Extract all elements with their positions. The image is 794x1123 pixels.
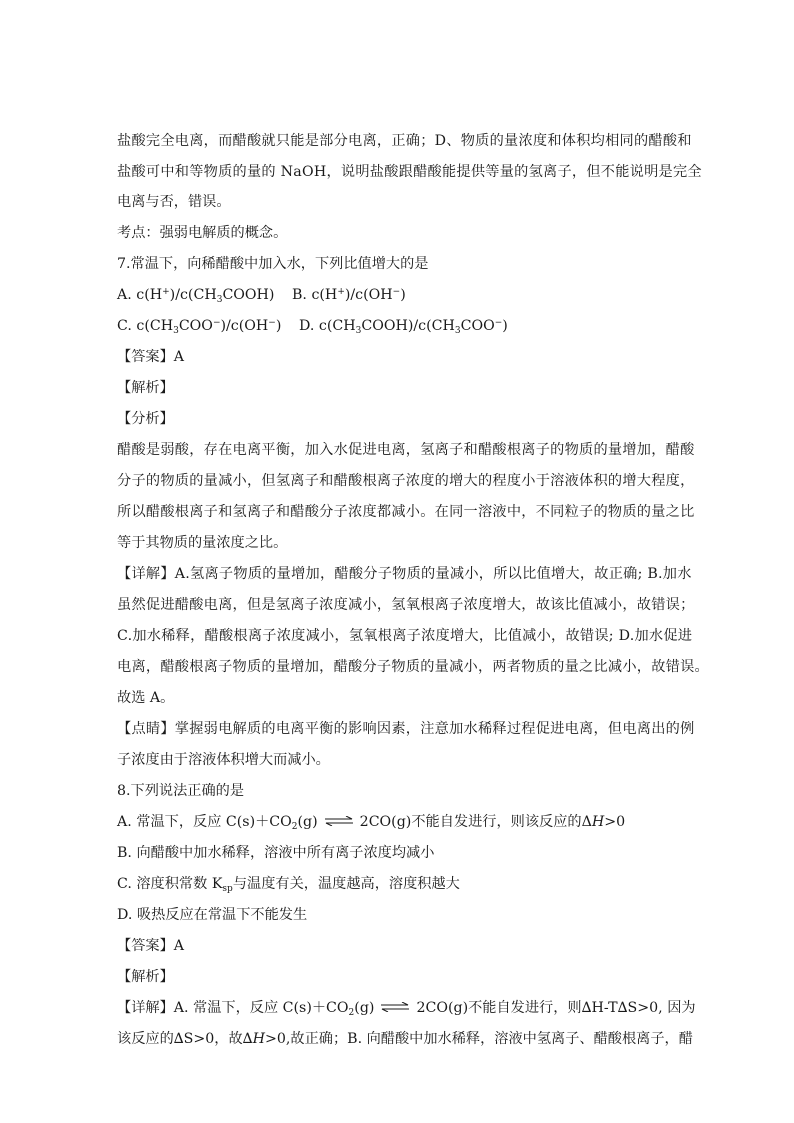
- option-a-text: )/c(CH: [169, 287, 217, 303]
- text-line: 故选 A。: [117, 690, 175, 706]
- text-line: 盐酸可中和等物质的量的 NaOH，说明盐酸跟醋酸能提供等量的氢离子，但不能说明是完全: [117, 164, 702, 180]
- analysis-label: 【解析】: [117, 380, 174, 396]
- enthalpy-symbol: H: [252, 1031, 265, 1047]
- superscript: −: [392, 287, 401, 297]
- option-a-text: A. 常温下，反应 C(s)＋CO: [117, 814, 292, 830]
- text-line: 分子的物质的量减小，但氢离子和醋酸根离子浓度的增大的程度小于溶液体积的增大程度，: [117, 473, 695, 489]
- option-c-text: COO: [178, 318, 213, 334]
- option-c-text: C. c(CH: [117, 318, 174, 334]
- question-7-title: 7.常温下，向稀醋酸中加入水，下列比值增大的是: [117, 256, 429, 272]
- subscript: sp: [222, 884, 233, 894]
- detail-text: 【详解】A. 常温下，反应 C(s)＋CO: [117, 1000, 349, 1016]
- option-c-text: C. 溶度积常数 K: [117, 876, 223, 892]
- option-b-text: ): [400, 287, 406, 303]
- text-line: 虽然促进醋酸电离，但是氢离子浓度减小，氢氧根离子浓度增大，故该比值减小，故错误；: [117, 597, 695, 613]
- q7-option-b: [292, 285, 406, 305]
- text-line: [117, 998, 696, 1018]
- superscript: +: [162, 287, 170, 297]
- option-c-text: )/c(OH: [220, 318, 269, 334]
- option-b-text: )/c(OH: [344, 287, 393, 303]
- detail-text: 2CO(g)不能自发进行，则∆H-T∆S>0, 因为: [416, 1000, 696, 1016]
- text-line: 子浓度由于溶液体积增大而减小。: [117, 752, 330, 768]
- text-line: 电离与否，错误。: [117, 194, 231, 210]
- question-8-title: 8.下列说法正确的是: [117, 783, 245, 799]
- analysis-label: 【解析】: [117, 969, 174, 985]
- answer-label: 【答案】A: [117, 938, 184, 954]
- superscript: +: [337, 287, 345, 297]
- detail-text: >0,故正确；B. 向醋酸中加水稀释，溶液中氢离子、醋酸根离子，醋: [264, 1031, 693, 1047]
- option-a-text: A. c(H: [117, 287, 163, 303]
- q8-option-d: D. 吸热反应在常温下不能发生: [117, 907, 308, 923]
- enthalpy-symbol: H: [591, 814, 605, 830]
- option-c-text: ): [275, 318, 282, 334]
- option-d-text: COOH)/c(CH: [361, 318, 455, 334]
- text-line: 等于其物质的量浓度之比。: [117, 535, 288, 551]
- subscript: 3: [216, 295, 223, 305]
- q7-option-a: [117, 285, 274, 305]
- option-a-text: COOH): [222, 287, 275, 303]
- detail-text: (g): [354, 1000, 375, 1016]
- q8-option-c: [117, 874, 460, 894]
- answer-label: 【答案】A: [117, 349, 184, 365]
- text-line: 所以醋酸根离子和氢离子和醋酸分子浓度都减小。在同一溶液中，不同粒子的物质的量之比: [117, 504, 695, 520]
- text-line: 【详解】A.氢离子物质的量增加，醋酸分子物质的量减小，所以比值增大，故正确; B.加水: [117, 566, 692, 582]
- option-a-text: (g): [297, 814, 318, 830]
- text-line: [117, 1029, 693, 1049]
- superscript: −: [494, 318, 503, 328]
- option-b-text: B. c(H: [292, 287, 338, 303]
- subscript: 3: [454, 326, 461, 336]
- option-a-text: >0: [604, 814, 626, 830]
- text-line: C.加水稀释，醋酸根离子浓度减小，氢氧根离子浓度增大，比值减小，故错误; D.加水促进: [117, 628, 693, 644]
- q7-option-d: [299, 316, 508, 336]
- delta-symbol: ∆: [242, 1031, 253, 1047]
- text-line: 【点睛】掌握弱电解质的电离平衡的影响因素，注意加水稀释过程促进电离，但电离出的例: [117, 721, 695, 737]
- q7-option-c: [117, 316, 281, 336]
- option-d-text: COO: [460, 318, 495, 334]
- subscript: 2: [291, 822, 298, 832]
- reasoning-label: 【分析】: [117, 411, 174, 427]
- text-line: 醋酸是弱酸，存在电离平衡，加入水促进电离，氢离子和醋酸根离子的物质的量增加，醋酸: [117, 442, 695, 458]
- option-c-text: 与温度有关，温度越高，溶度积越大: [232, 876, 460, 892]
- equilibrium-arrow-icon: [380, 1002, 410, 1012]
- superscript: −: [212, 318, 221, 328]
- subscript: 3: [173, 326, 179, 336]
- superscript: −: [268, 318, 276, 328]
- q8-option-b: B. 向醋酸中加水稀释，溶液中所有离子浓度均减小: [117, 845, 435, 861]
- option-a-text: 2CO(g)不能自发进行，则该反应的: [359, 814, 582, 830]
- equilibrium-arrow-icon: [324, 816, 354, 826]
- text-line: 盐酸完全电离，而醋酸就只能是部分电离，正确；D、物质的量浓度和体积均相同的醋酸和: [117, 133, 692, 149]
- text-line: 考点：强弱电解质的概念。: [117, 225, 288, 241]
- text-line: 电离，醋酸根离子物质的量增加，醋酸分子物质的量减小，两者物质的量之比减小，故错误。: [117, 659, 709, 675]
- subscript: 3: [355, 326, 362, 336]
- delta-symbol: Δ: [581, 814, 592, 830]
- option-d-text: ): [502, 318, 508, 334]
- q8-option-a: [117, 812, 625, 832]
- subscript: 2: [348, 1008, 355, 1018]
- detail-text: 该反应的∆S>0，故: [117, 1031, 243, 1047]
- option-d-text: D. c(CH: [299, 318, 356, 334]
